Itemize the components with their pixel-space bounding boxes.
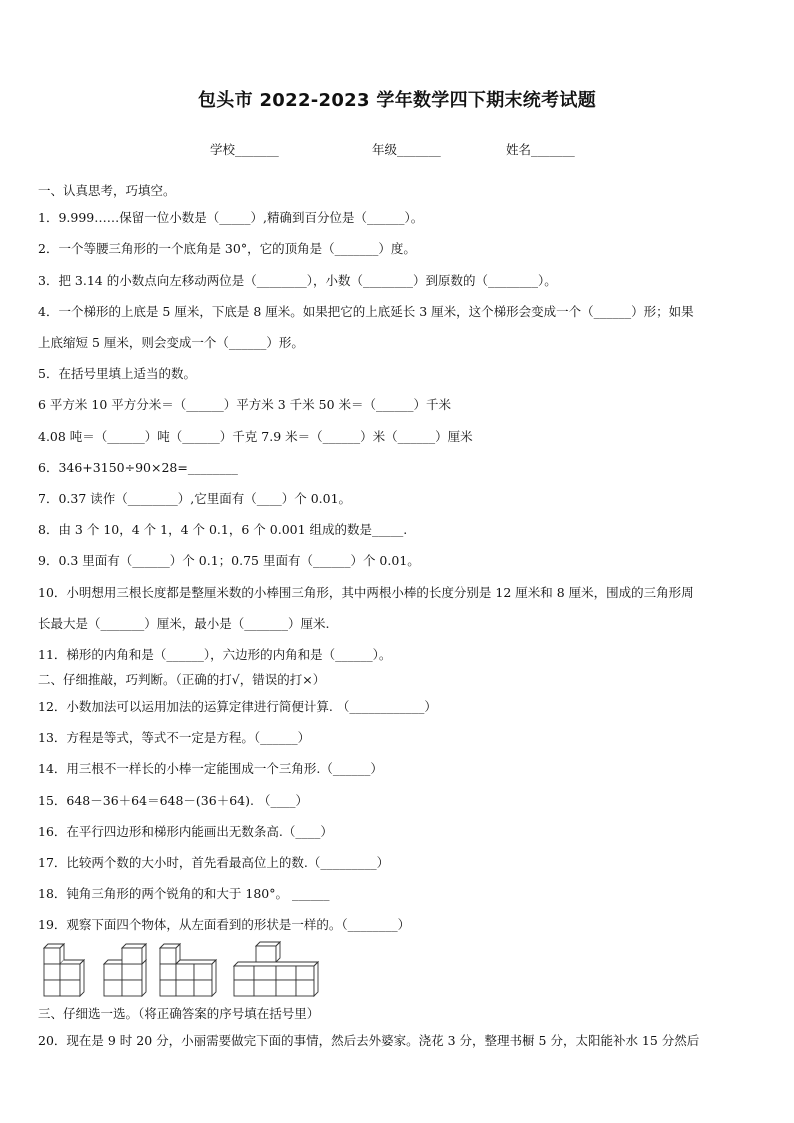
question-9: 9．0.3 里面有（______）个 0.1；0.75 里面有（______）个 0.01。: [38, 553, 420, 568]
question-2: 2．一个等腰三角形的一个底角是 30°，它的顶角是（_______）度。: [38, 241, 416, 256]
school-field: 学校_______: [210, 142, 279, 157]
question-18: 18．钝角三角形的两个锐角的和大于 180°。 ______: [38, 886, 330, 901]
question-3: 3．把 3.14 的小数点向左移动两位是（________），小数（________）到原数的（________）。: [38, 273, 557, 288]
question-8: 8．由 3 个 10，4 个 1，4 个 0.1，6 个 0.001 组成的数是_____.: [38, 522, 408, 537]
page-title: 包头市 2022-2023 学年数学四下期末统考试题: [198, 90, 596, 111]
name-field: 姓名_______: [506, 142, 575, 157]
cube-figures: [36, 938, 336, 1000]
question-10-continued: 长最大是（_______）厘米，最小是（_______）厘米.: [38, 616, 330, 631]
cube-figure-2: [104, 944, 146, 996]
question-5: 5．在括号里填上适当的数。: [38, 366, 196, 381]
question-1: 1．9.999……保留一位小数是（_____）,精确到百分位是（______）。: [38, 210, 424, 225]
question-14: 14．用三根不一样长的小棒一定能围成一个三角形.（______）: [38, 761, 383, 776]
question-15: 15．648－36＋64＝648－(36＋64). （____）: [38, 793, 308, 808]
section-2-heading: 二、仔细推敲，巧判断。（正确的打√，错误的打×）: [38, 672, 326, 687]
question-12: 12．小数加法可以运用加法的运算定律进行简便计算. （____________）: [38, 699, 437, 714]
section-1-heading: 一、认真思考，巧填空。: [38, 183, 176, 198]
question-5-row-2: 4.08 吨＝（______）吨（______）千克 7.9 米＝（______）米（______）厘米: [38, 429, 473, 444]
question-4-continued: 上底缩短 5 厘米，则会变成一个（______）形。: [38, 335, 304, 350]
section-3-heading: 三、仔细选一选。（将正确答案的序号填在括号里）: [38, 1006, 320, 1021]
question-19: 19．观察下面四个物体，从左面看到的形状是一样的。（________）: [38, 917, 411, 932]
grade-field: 年级_______: [372, 142, 441, 157]
question-20: 20．现在是 9 时 20 分，小丽需要做完下面的事情，然后去外婆家。浇花 3 分，整理书橱 5 分，太阳能补水 15 分然后: [38, 1033, 700, 1048]
question-17: 17．比较两个数的大小时，首先看最高位上的数.（_________）: [38, 855, 390, 870]
question-16: 16．在平行四边形和梯形内能画出无数条高.（____）: [38, 824, 333, 839]
question-7: 7．0.37 读作（________）,它里面有（____）个 0.01。: [38, 491, 352, 506]
question-6: 6．346+3150÷90×28=________: [38, 460, 238, 475]
question-5-row-1: 6 平方米 10 平方分米＝（______）平方米 3 千米 50 米＝（______）千米: [38, 397, 452, 412]
question-13: 13．方程是等式，等式不一定是方程。（______）: [38, 730, 311, 745]
cube-figure-3: [160, 944, 216, 996]
cube-figure-4: [234, 942, 318, 996]
cube-figure-1: [44, 944, 84, 996]
question-11: 11．梯形的内角和是（______），六边形的内角和是（______）。: [38, 647, 392, 662]
question-4: 4．一个梯形的上底是 5 厘米，下底是 8 厘米。如果把它的上底延长 3 厘米，这个梯形会变成一个（______）形；如果: [38, 304, 694, 319]
question-10: 10．小明想用三根长度都是整厘米数的小棒围三角形，其中两根小棒的长度分别是 12 厘米和 8 厘米，围成的三角形周: [38, 585, 694, 600]
